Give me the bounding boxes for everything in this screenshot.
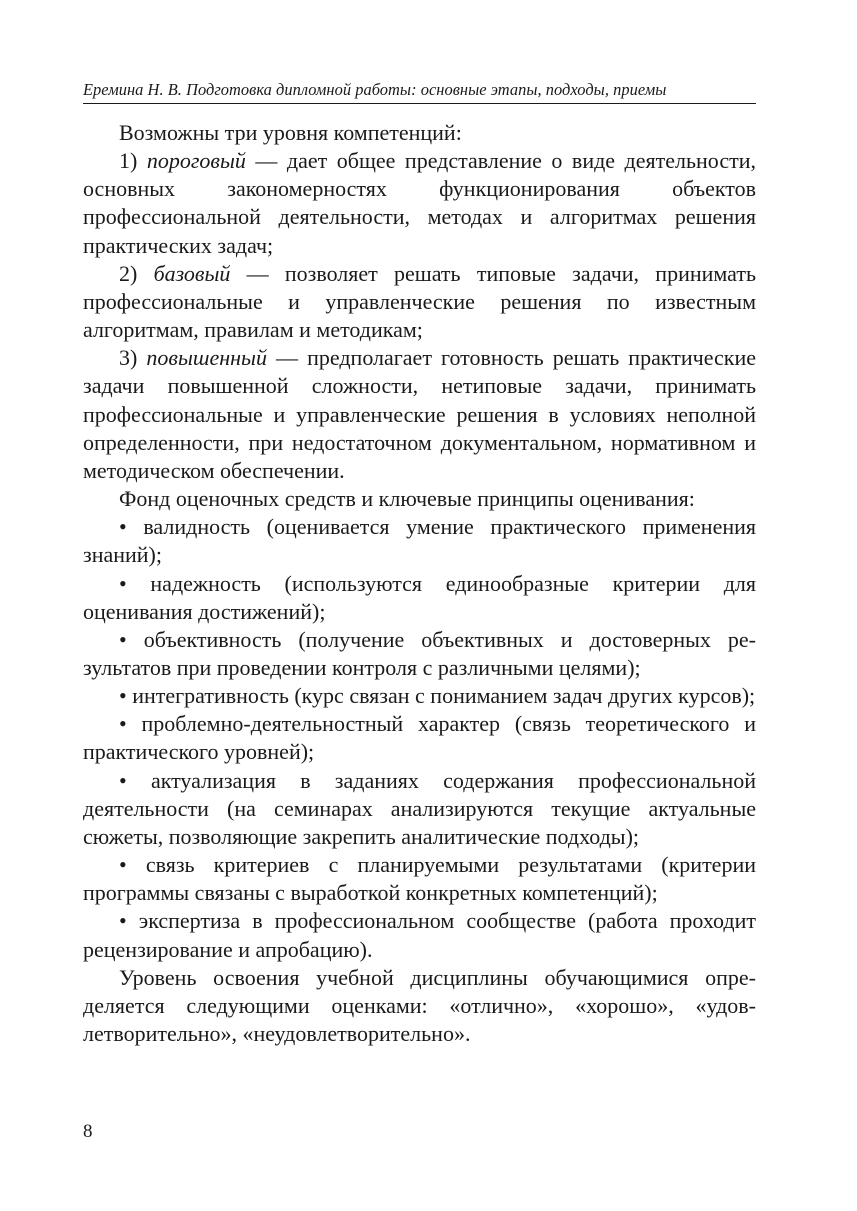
principle-text: проблемно-деятельностный характер (связь теоретического и практического уровней); <box>83 711 756 765</box>
competency-intro: Возможны три уровня компетенций: <box>119 120 462 145</box>
bullet-icon: • <box>119 852 127 878</box>
bullet-icon: • <box>119 683 127 709</box>
body-text <box>83 119 756 1048</box>
principle-text: актуализация в заданиях содержания профессиональной деятельности (на семинарах анализируются текущие актуальные сюжеты, позволяющие закрепить аналитические подходы); <box>83 767 756 849</box>
level-description: — предполагает готовность решать практические задачи повышенной сложности, нетиповые задачи, принимать профессиональные и управленческие решения в условиях неполной определенности, при недостаточном документальном, нормативном и методическом обеспечении. <box>83 345 757 483</box>
level-term: повышенный <box>146 345 267 371</box>
principle-item <box>83 513 756 569</box>
principle-text: связь критериев с планируемыми результатами (критерии программы связаны с выработкой конкретных компетенций); <box>83 852 756 906</box>
level-number: 3) <box>119 345 138 371</box>
level-description: — дает общее представление о виде деятельности, основных закономерностях функционирования объектов профессиональной деятельности, методах и алгоритмах решения практических задач; <box>83 148 756 258</box>
competency-level-3 <box>83 344 756 485</box>
bullet-icon: • <box>119 711 127 737</box>
level-number: 1) <box>119 148 138 174</box>
principle-item <box>83 682 756 710</box>
principle-item <box>83 907 756 963</box>
running-header: Еремина Н. В. Подготовка дипломной работы: основные этапы, подходы, приемы <box>83 80 667 99</box>
bullet-icon: • <box>119 908 127 934</box>
bullet-icon: • <box>119 514 127 540</box>
principles-intro: Фонд оценочных средств и ключевые принципы оценивания: <box>119 486 695 512</box>
competency-level-1 <box>83 147 756 260</box>
bullet-icon: • <box>119 626 127 652</box>
bullet-icon: • <box>119 570 127 596</box>
principle-text: объективность (получение объективных и достоверных результатов при проведении контроля с различными целями); <box>83 626 756 680</box>
principle-item <box>83 570 756 626</box>
level-term: базовый <box>153 260 231 286</box>
conclusion-paragraph: Уровень освоения учебной дисциплины обучающимися определяется следующими оценками: «отлично», «хорошо», «удовлетворительно», «неудовлетворительно». <box>83 964 756 1046</box>
principle-item <box>83 626 756 682</box>
bullet-icon: • <box>119 767 127 793</box>
level-description: — позволяет решать типовые задачи, принимать профессиональные и управленческие решения по известным алгоритмам, правилам и методикам; <box>83 260 756 343</box>
competency-level-2 <box>83 260 756 344</box>
level-term: пороговый <box>146 148 246 174</box>
level-number: 2) <box>119 260 138 286</box>
principle-text: надежность (используются единообразные критерии для оценивания достижений); <box>83 570 756 624</box>
principle-item <box>83 710 756 766</box>
header-rule <box>83 103 756 104</box>
principle-text: экспертиза в профессиональном сообществе (работа проходит рецензирование и апробацию). <box>83 908 756 962</box>
principle-item <box>83 851 756 907</box>
principle-text: интегративность (курс связан с пониманием задач других курсов); <box>132 683 756 709</box>
principle-item <box>83 767 756 851</box>
principle-text: валидность (оценивается умение практического применения знаний); <box>83 514 757 568</box>
page-number: 8 <box>83 1121 93 1142</box>
